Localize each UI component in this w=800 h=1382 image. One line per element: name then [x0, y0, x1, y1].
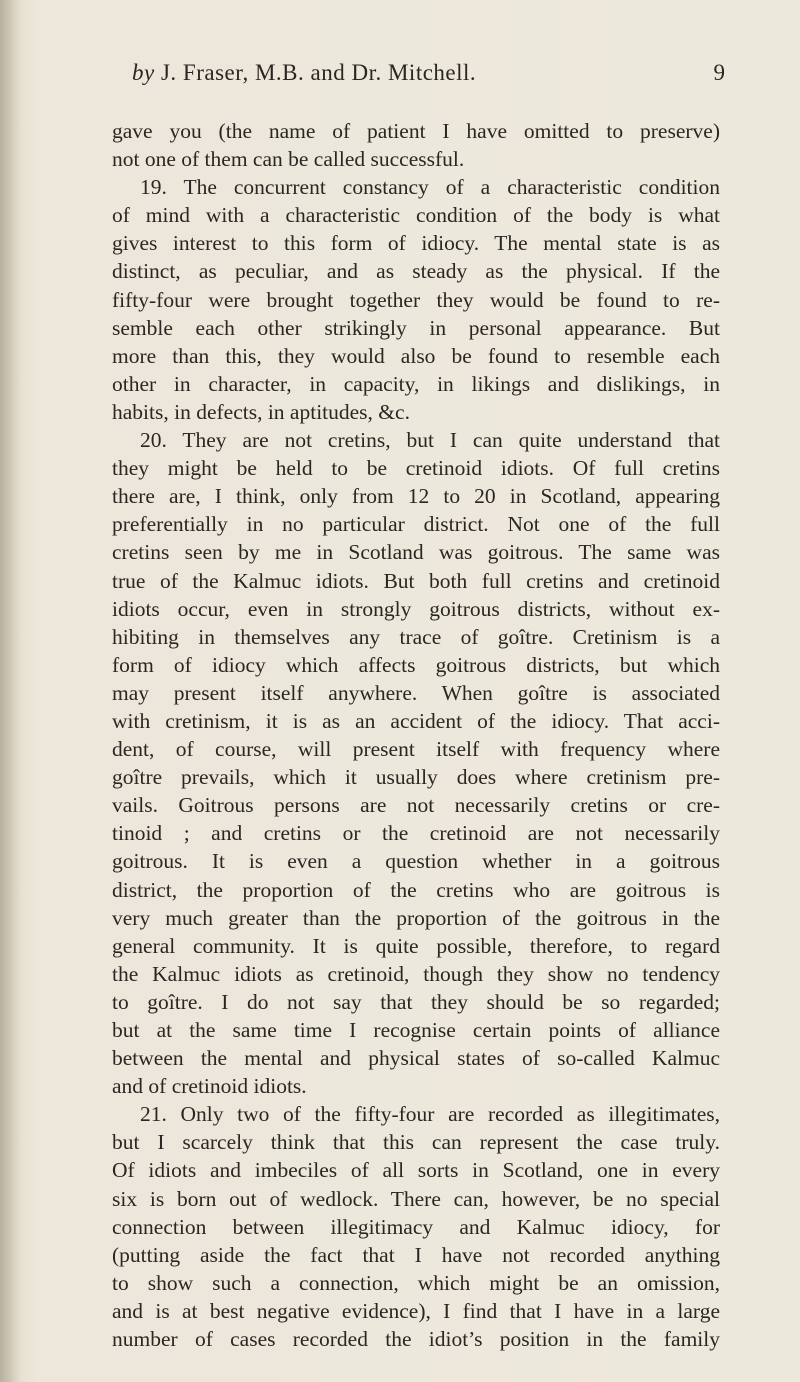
text-line: distinct, as peculiar, and as steady as the physical. If the	[112, 259, 720, 284]
text-line: fifty-four were brought together they would be found to re-	[112, 287, 720, 312]
text-line: 21. Only two of the fifty-four are recorded as illegitimates,	[140, 1102, 720, 1127]
text-line: true of the Kalmuc idiots. But both full cretins and cretinoid	[112, 568, 720, 593]
text-line: may present itself anywhere. When goître is associated	[112, 680, 720, 705]
text-line: 19. The concurrent constancy of a characteristic condition	[140, 175, 720, 200]
text-line: goître prevails, which it usually does where cretinism pre-	[112, 765, 720, 790]
running-title-by: by	[132, 60, 155, 85]
text-line: hibiting in themselves any trace of goître. Cretinism is a	[112, 624, 720, 649]
text-line: Of idiots and imbeciles of all sorts in Scotland, one in every	[112, 1158, 720, 1183]
text-line: more than this, they would also be found to resemble each	[112, 343, 720, 368]
text-line: six is born out of wedlock. There can, however, be no special	[112, 1186, 720, 1211]
running-head	[100, 60, 725, 94]
text-line: habits, in defects, in aptitudes, &c.	[112, 399, 410, 424]
text-line: gives interest to this form of idiocy. The mental state is as	[112, 231, 720, 256]
text-line: (putting aside the fact that I have not recorded anything	[112, 1242, 720, 1267]
text-line: other in character, in capacity, in likings and dislikings, in	[112, 371, 720, 396]
text-line: general community. It is quite possible, therefore, to regard	[112, 933, 720, 958]
text-line: idiots occur, even in strongly goitrous districts, without ex-	[112, 596, 720, 621]
text-line: vails. Goitrous persons are not necessarily cretins or cre-	[112, 793, 720, 818]
text-line: connection between illegitimacy and Kalmuc idiocy, for	[112, 1214, 720, 1239]
text-line: with cretinism, it is as an accident of the idiocy. That acci-	[112, 708, 720, 733]
text-line: number of cases recorded the idiot’s position in the family	[112, 1327, 720, 1352]
text-line: there are, I think, only from 12 to 20 in Scotland, appearing	[112, 484, 720, 509]
text-line: goitrous. It is even a question whether in a goitrous	[112, 849, 720, 874]
text-line: between the mental and physical states of so-called Kalmuc	[112, 1046, 720, 1071]
text-line: but at the same time I recognise certain points of alliance	[112, 1018, 720, 1042]
text-line: preferentially in no particular district. Not one of the full	[112, 512, 720, 537]
text-line: semble each other strikingly in personal appearance. But	[112, 315, 720, 340]
text-line: to show such a connection, which might be an omission,	[112, 1270, 720, 1295]
text-line: district, the proportion of the cretins who are goitrous is	[112, 877, 720, 902]
text-line: of mind with a characteristic condition of the body is what	[112, 203, 720, 228]
text-line: the Kalmuc idiots as cretinoid, though they show no tendency	[112, 961, 720, 986]
text-line: gave you (the name of patient I have omitted to preserve)	[112, 119, 720, 143]
text-line: tinoid ; and cretins or the cretinoid are not necessarily	[112, 821, 720, 846]
running-title	[132, 60, 476, 86]
text-line: and is at best negative evidence), I find that I have in a large	[112, 1298, 720, 1323]
text-line: cretins seen by me in Scotland was goitrous. The same was	[112, 540, 720, 565]
text-line: to goître. I do not say that they should be so regarded;	[112, 989, 720, 1014]
text-line: they might be held to be cretinoid idiots. Of full cretins	[112, 456, 720, 481]
text-line: 20. They are not cretins, but I can quite understand that	[140, 428, 720, 453]
body-text	[112, 117, 720, 1353]
text-line: form of idiocy which affects goitrous districts, but which	[112, 652, 720, 677]
text-line: not one of them can be called successful.	[112, 147, 465, 172]
gutter-shadow	[0, 0, 22, 1382]
text-line: but I scarcely think that this can represent the case truly.	[112, 1130, 720, 1155]
text-line: dent, of course, will present itself with frequency where	[112, 737, 720, 762]
text-line: very much greater than the proportion of the goitrous in the	[112, 905, 720, 930]
running-title-authors: J. Fraser, M.B. and Dr. Mitchell.	[160, 60, 477, 85]
text-line: and of cretinoid idiots.	[112, 1074, 307, 1099]
page-number: 9	[713, 60, 725, 85]
